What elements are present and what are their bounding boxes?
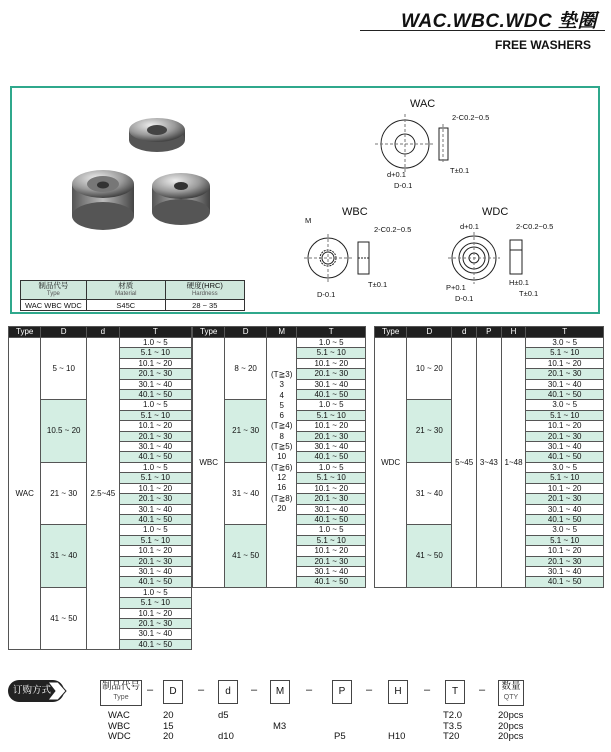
wbc-M-dim: M (305, 216, 312, 225)
t-range-cell: 30.1 ~ 40 (297, 442, 366, 452)
wdc-D-dim: D-0.1 (455, 294, 474, 303)
t-range-cell: 5.1 ~ 10 (119, 535, 191, 545)
hardness-value: 28 ~ 35 (165, 300, 244, 311)
wdc-d-dim: d+0.1 (460, 222, 479, 231)
t-range-cell: 30.1 ~ 40 (297, 379, 366, 389)
wdc-d-cell: 5~45 (452, 338, 477, 588)
wbc-M-value: 20 (277, 503, 287, 513)
t-range-cell: 40.1 ~ 50 (526, 577, 604, 587)
t-range-cell: 40.1 ~ 50 (297, 390, 366, 400)
t-range-cell: 40.1 ~ 50 (297, 514, 366, 524)
wac-col-type: Type (9, 327, 41, 338)
wdc-drawing (442, 228, 532, 290)
wbc-D-dim: D-0.1 (317, 290, 336, 299)
t-range-cell: 1.0 ~ 5 (297, 400, 366, 410)
table-row (9, 338, 192, 348)
t-range-cell: 5.1 ~ 10 (297, 410, 366, 420)
material-table (20, 280, 245, 311)
t-range-cell: 30.1 ~ 40 (119, 504, 191, 514)
t-range-cell: 10.1 ~ 20 (119, 483, 191, 493)
t-range-cell: 20.1 ~ 30 (297, 369, 366, 379)
wac-D-cell: 10.5 ~ 20 (41, 400, 87, 462)
wdc-col-d: d (452, 327, 477, 338)
t-range-cell: 40.1 ~ 50 (526, 514, 604, 524)
t-range-cell: 30.1 ~ 40 (297, 566, 366, 576)
wac-col-T: T (119, 327, 191, 338)
wbc-col-M: M (266, 327, 297, 338)
t-range-cell: 20.1 ~ 30 (297, 556, 366, 566)
wbc-M-value: 10 (277, 452, 287, 462)
order-example-m: M3 (273, 720, 287, 732)
order-example-type: WAC (108, 710, 130, 721)
order-box-P: P (332, 680, 352, 704)
t-range-cell: 10.1 ~ 20 (119, 546, 191, 556)
t-range-cell: 20.1 ~ 30 (119, 494, 191, 504)
wbc-M-value: 4 (279, 390, 284, 400)
order-example-q: 20pcs (498, 710, 524, 721)
t-range-cell: 40.1 ~ 50 (119, 577, 191, 587)
t-range-cell: 30.1 ~ 40 (119, 442, 191, 452)
wdc-T-dim: T±0.1 (519, 289, 539, 298)
order-example-d: 20 (163, 710, 174, 721)
wdc-D-cell: 21 ~ 30 (407, 400, 452, 462)
wbc-col-type: Type (193, 327, 225, 338)
wac-D-cell: 5 ~ 10 (41, 338, 87, 400)
t-range-cell: 1.0 ~ 5 (119, 400, 191, 410)
t-range-cell: 30.1 ~ 40 (297, 504, 366, 514)
t-range-cell: 3.0 ~ 5 (526, 400, 604, 410)
t-range-cell: 30.1 ~ 40 (526, 442, 604, 452)
order-box-qty: 数量 QTY (498, 680, 524, 706)
wbc-M-value: (T≧3) (270, 370, 293, 379)
wbc-M-value: 3 (279, 380, 284, 390)
wbc-M-cell (266, 338, 297, 588)
t-range-cell: 40.1 ~ 50 (119, 639, 191, 649)
t-range-cell: 5.1 ~ 10 (526, 348, 604, 358)
t-range-cell: 30.1 ~ 40 (119, 566, 191, 576)
washer-wdc-photo (72, 170, 134, 230)
t-range-cell: 30.1 ~ 40 (526, 566, 604, 576)
order-box-H: H (388, 680, 408, 704)
wbc-M-value: 6 (279, 411, 284, 421)
material-type: WAC WBC WDC (21, 300, 87, 311)
order-example-d: 15 (163, 720, 174, 732)
t-range-cell: 30.1 ~ 40 (119, 629, 191, 639)
material-header-hardness: 硬度(HRC) Hardness (165, 281, 244, 300)
wbc-T-dim: T±0.1 (368, 280, 388, 289)
t-range-cell: 3.0 ~ 5 (526, 525, 604, 535)
t-range-cell: 40.1 ~ 50 (297, 577, 366, 587)
order-box-T: T (445, 680, 465, 704)
wbc-M-value: 8 (279, 431, 284, 441)
t-range-cell: 5.1 ~ 10 (526, 410, 604, 420)
t-range-cell: 20.1 ~ 30 (526, 494, 604, 504)
wbc-type-cell: WBC (193, 338, 225, 588)
t-range-cell: 10.1 ~ 20 (297, 483, 366, 493)
order-example-type: WBC (108, 720, 131, 732)
t-range-cell: 40.1 ~ 50 (119, 390, 191, 400)
wbc-M-value: 16 (277, 483, 287, 493)
t-range-cell: 30.1 ~ 40 (119, 379, 191, 389)
t-range-cell: 3.0 ~ 5 (526, 462, 604, 472)
t-range-cell: 1.0 ~ 5 (297, 338, 366, 348)
wdc-H-cell: 1~48 (501, 338, 526, 588)
product-panel (10, 86, 600, 314)
t-range-cell: 20.1 ~ 30 (119, 369, 191, 379)
washer-wbc-photo (152, 173, 210, 225)
wac-col-d: d (86, 327, 119, 338)
t-range-cell: 10.1 ~ 20 (526, 421, 604, 431)
t-range-cell: 10.1 ~ 20 (526, 483, 604, 493)
t-range-cell: 20.1 ~ 30 (526, 431, 604, 441)
t-range-cell: 1.0 ~ 5 (119, 587, 191, 597)
table-row (375, 338, 604, 348)
wdc-col-H: H (501, 327, 526, 338)
t-range-cell: 40.1 ~ 50 (119, 452, 191, 462)
t-range-cell: 20.1 ~ 30 (526, 369, 604, 379)
order-example-d: 20 (163, 731, 174, 742)
material-header-material: 材质 Material (86, 281, 165, 300)
t-range-cell: 10.1 ~ 20 (297, 421, 366, 431)
arrow-right-icon (48, 678, 68, 704)
t-range-cell: 20.1 ~ 30 (119, 556, 191, 566)
t-range-cell: 20.1 ~ 30 (297, 431, 366, 441)
t-range-cell: 1.0 ~ 5 (119, 462, 191, 472)
wdc-P-dim: P+0.1 (446, 283, 466, 292)
washer-photos (67, 110, 217, 245)
t-range-cell: 1.0 ~ 5 (119, 338, 191, 348)
wac-col-D: D (41, 327, 87, 338)
wdc-col-type: Type (375, 327, 407, 338)
wdc-col-D: D (407, 327, 452, 338)
wbc-spec-table (192, 326, 366, 588)
wac-spec-table (8, 326, 192, 650)
wbc-col-T: T (297, 327, 366, 338)
t-range-cell: 3.0 ~ 5 (526, 338, 604, 348)
wac-diagram-label: WAC (410, 98, 436, 110)
t-range-cell: 5.1 ~ 10 (119, 473, 191, 483)
order-box-d: d (218, 680, 238, 704)
t-range-cell: 10.1 ~ 20 (119, 358, 191, 368)
wac-d-dim: d+0.1 (387, 170, 406, 179)
order-example-d: d10 (218, 731, 234, 742)
wdc-col-P: P (477, 327, 502, 338)
wdc-P-cell: 3~43 (477, 338, 502, 588)
t-range-cell: 20.1 ~ 30 (297, 494, 366, 504)
t-range-cell: 10.1 ~ 20 (297, 358, 366, 368)
t-range-cell: 5.1 ~ 10 (297, 535, 366, 545)
t-range-cell: 5.1 ~ 10 (297, 348, 366, 358)
t-range-cell: 40.1 ~ 50 (526, 390, 604, 400)
wbc-M-value: (T≧6) (270, 462, 293, 472)
wac-D-cell: 21 ~ 30 (41, 462, 87, 524)
wdc-H-dim: H±0.1 (509, 278, 529, 287)
t-range-cell: 5.1 ~ 10 (119, 348, 191, 358)
wbc-M-value: (T≧4) (270, 421, 293, 431)
wdc-D-cell: 31 ~ 40 (407, 462, 452, 524)
t-range-cell: 1.0 ~ 5 (297, 525, 366, 535)
wac-type-cell: WAC (9, 338, 41, 650)
wbc-col-D: D (225, 327, 266, 338)
t-range-cell: 1.0 ~ 5 (297, 462, 366, 472)
t-range-cell: 10.1 ~ 20 (526, 546, 604, 556)
washer-wac-photo (129, 118, 185, 152)
t-range-cell: 10.1 ~ 20 (119, 608, 191, 618)
t-range-cell: 10.1 ~ 20 (297, 546, 366, 556)
order-example-t: T3.5 (443, 720, 463, 732)
wbc-chamfer-note: 2-C0.2~0.5 (374, 225, 412, 234)
wac-D-cell: 31 ~ 40 (41, 525, 87, 587)
wac-T-dim: T±0.1 (450, 166, 470, 175)
t-range-cell: 1.0 ~ 5 (119, 525, 191, 535)
order-box-D: D (163, 680, 183, 704)
order-example-t: T20 (443, 731, 460, 742)
order-box-type: 制品代号 Type (100, 680, 142, 706)
order-example-type: WDC (108, 731, 131, 742)
material-header-type: 制品代号 Type (21, 281, 87, 300)
page-title: WAC.WBC.WDC 垫圈 (401, 11, 597, 32)
wac-D-dim: D-0.1 (394, 181, 413, 190)
table-row (193, 338, 366, 348)
order-example-q: 20pcs (498, 720, 524, 732)
wbc-M-value: (T≧5) (270, 442, 293, 452)
order-example-q: 20pcs (498, 731, 524, 742)
t-range-cell: 40.1 ~ 50 (297, 452, 366, 462)
wbc-M-value: 5 (279, 400, 284, 410)
t-range-cell: 5.1 ~ 10 (119, 598, 191, 608)
order-example-h: H10 (388, 731, 406, 742)
t-range-cell: 20.1 ~ 30 (119, 618, 191, 628)
wac-D-cell: 41 ~ 50 (41, 587, 87, 649)
wdc-D-cell: 41 ~ 50 (407, 525, 452, 587)
wbc-D-cell: 31 ~ 40 (225, 462, 266, 524)
t-range-cell: 40.1 ~ 50 (119, 514, 191, 524)
order-box-M: M (270, 680, 290, 704)
t-range-cell: 5.1 ~ 10 (526, 535, 604, 545)
wdc-type-cell: WDC (375, 338, 407, 588)
wbc-D-cell: 21 ~ 30 (225, 400, 266, 462)
t-range-cell: 20.1 ~ 30 (119, 431, 191, 441)
title-rule (360, 30, 605, 31)
wdc-chamfer-note: 2-C0.2~0.5 (516, 222, 554, 231)
wac-d-cell: 2.5~45 (86, 338, 119, 650)
order-example-t: T2.0 (443, 710, 463, 721)
t-range-cell: 10.1 ~ 20 (526, 358, 604, 368)
order-section: 订购方式 制品代号 Type – D – d – M – P – H – T – 数量 QTY WAC 20 d5 T2.0 20pcs WBC 15 M3 T3.5 20pcs WDC 20 d10 P5 H10 T20 20pcs (8, 672, 604, 748)
order-example-d: d5 (218, 710, 229, 721)
wbc-M-value: 12 (277, 472, 287, 482)
wbc-D-cell: 41 ~ 50 (225, 525, 266, 587)
wac-drawing (367, 110, 470, 190)
t-range-cell: 30.1 ~ 40 (526, 504, 604, 514)
wbc-diagram-label: WBC (342, 206, 368, 218)
t-range-cell: 40.1 ~ 50 (526, 452, 604, 462)
wbc-D-cell: 8 ~ 20 (225, 338, 266, 400)
t-range-cell: 5.1 ~ 10 (119, 410, 191, 420)
wbc-M-value: (T≧8) (270, 493, 293, 503)
t-range-cell: 20.1 ~ 30 (526, 556, 604, 566)
wdc-diagram-label: WDC (482, 206, 509, 218)
wdc-col-T: T (526, 327, 604, 338)
wac-chamfer-note: 2-C0.2~0.5 (452, 113, 490, 122)
order-method-badge: 订购方式 (8, 680, 64, 702)
wbc-drawing (300, 228, 380, 298)
wdc-spec-table (374, 326, 604, 588)
material-value: S45C (86, 300, 165, 311)
t-range-cell: 5.1 ~ 10 (297, 473, 366, 483)
page-subtitle: FREE WASHERS (494, 38, 591, 52)
t-range-cell: 10.1 ~ 20 (119, 421, 191, 431)
t-range-cell: 30.1 ~ 40 (526, 379, 604, 389)
wdc-D-cell: 10 ~ 20 (407, 338, 452, 400)
order-example-p: P5 (334, 731, 346, 742)
t-range-cell: 5.1 ~ 10 (526, 473, 604, 483)
